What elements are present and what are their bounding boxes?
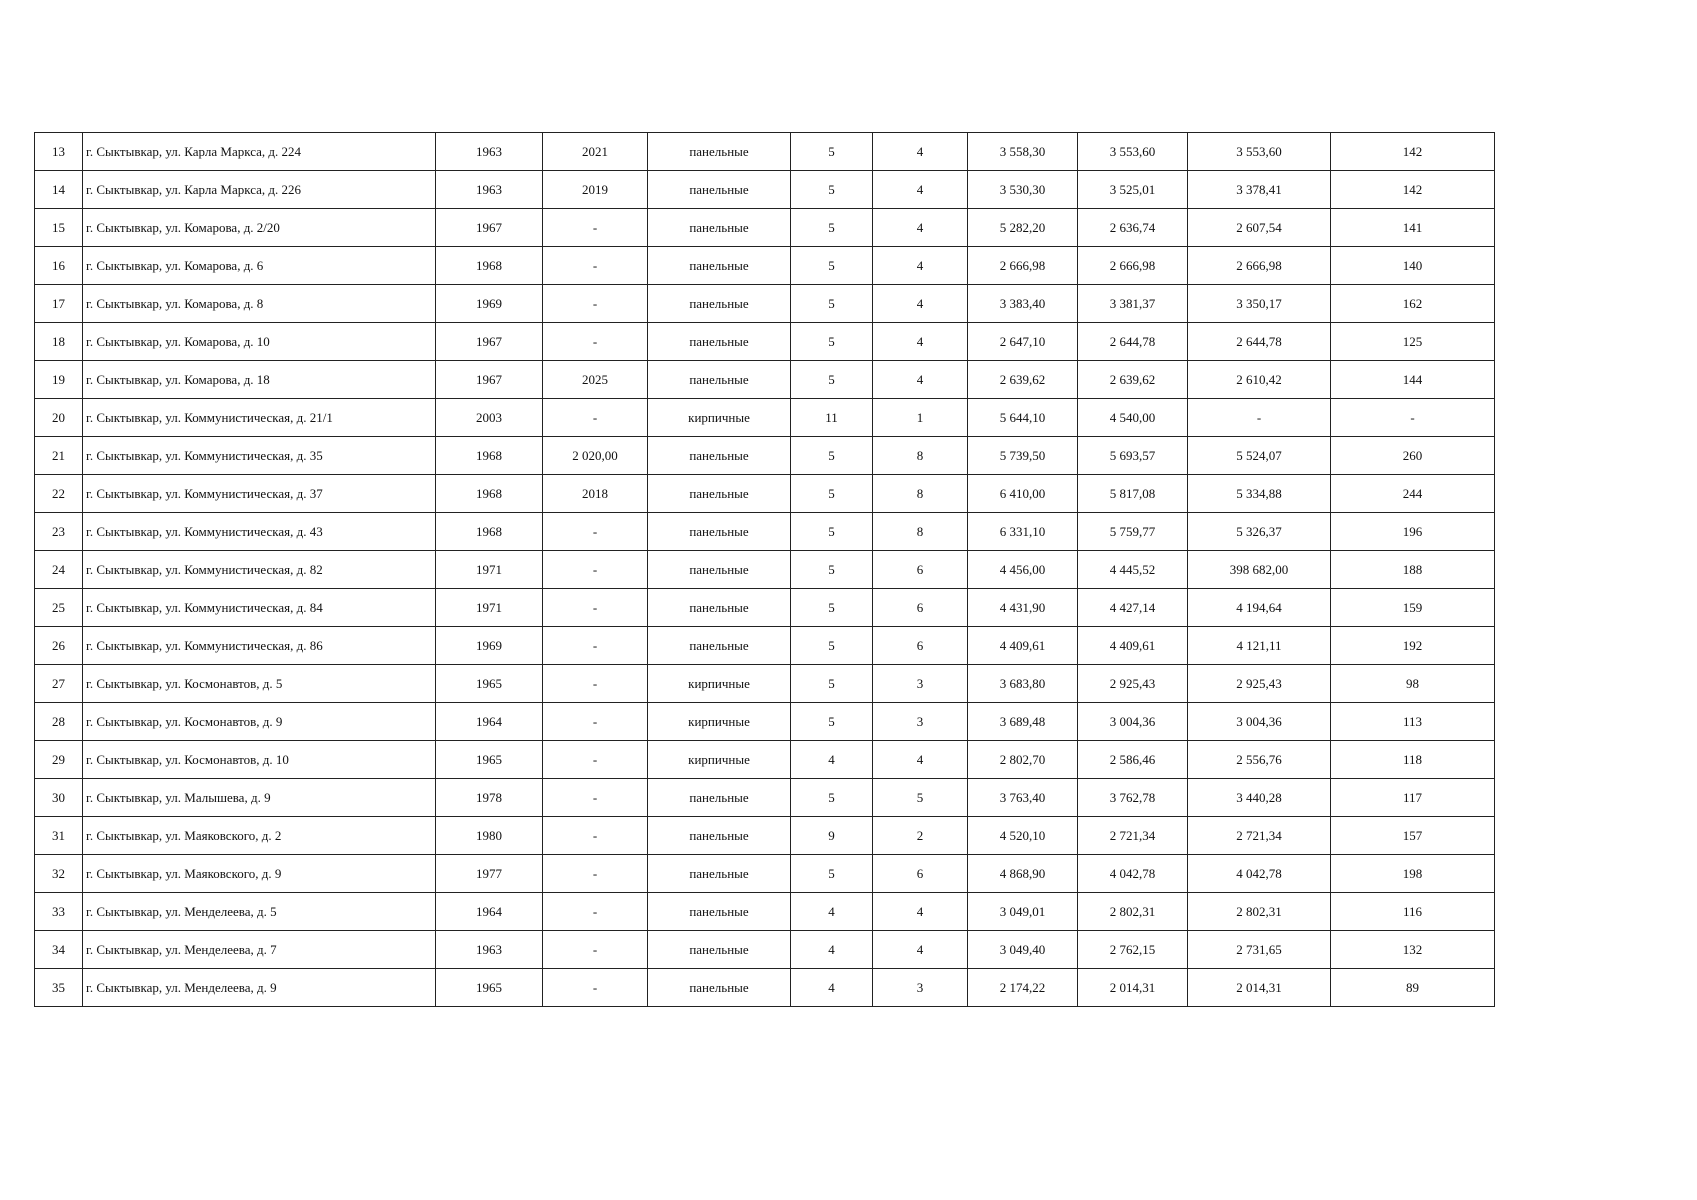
- cell-repair-year: 2025: [543, 361, 648, 399]
- cell-wall-material: панельные: [648, 817, 791, 855]
- cell-residents: 142: [1331, 171, 1495, 209]
- cell-row-number: 26: [35, 627, 83, 665]
- cell-total-area: 3 530,30: [968, 171, 1078, 209]
- cell-total-area: 3 689,48: [968, 703, 1078, 741]
- table-row: [35, 247, 1495, 285]
- cell-row-number: 28: [35, 703, 83, 741]
- cell-residents: 198: [1331, 855, 1495, 893]
- cell-entrances: 8: [873, 475, 968, 513]
- cell-year-built: 1967: [436, 361, 543, 399]
- cell-address: г. Сыктывкар, ул. Комарова, д. 10: [83, 323, 436, 361]
- cell-wall-material: панельные: [648, 855, 791, 893]
- cell-living-area: 4 540,00: [1078, 399, 1188, 437]
- cell-residential-area: 3 553,60: [1188, 133, 1331, 171]
- cell-residential-area: 2 802,31: [1188, 893, 1331, 931]
- cell-row-number: 13: [35, 133, 83, 171]
- cell-residential-area: 3 350,17: [1188, 285, 1331, 323]
- cell-row-number: 17: [35, 285, 83, 323]
- cell-repair-year: -: [543, 551, 648, 589]
- cell-floors: 4: [791, 969, 873, 1007]
- cell-entrances: 8: [873, 437, 968, 475]
- cell-total-area: 4 520,10: [968, 817, 1078, 855]
- cell-residents: 192: [1331, 627, 1495, 665]
- cell-repair-year: -: [543, 741, 648, 779]
- cell-wall-material: панельные: [648, 133, 791, 171]
- cell-address: г. Сыктывкар, ул. Коммунистическая, д. 35: [83, 437, 436, 475]
- cell-residential-area: 3 378,41: [1188, 171, 1331, 209]
- cell-year-built: 1964: [436, 703, 543, 741]
- cell-year-built: 1977: [436, 855, 543, 893]
- cell-wall-material: панельные: [648, 779, 791, 817]
- cell-address: г. Сыктывкар, ул. Комарова, д. 6: [83, 247, 436, 285]
- cell-floors: 5: [791, 361, 873, 399]
- cell-living-area: 3 762,78: [1078, 779, 1188, 817]
- cell-repair-year: -: [543, 703, 648, 741]
- cell-entrances: 4: [873, 741, 968, 779]
- cell-floors: 5: [791, 133, 873, 171]
- cell-wall-material: панельные: [648, 171, 791, 209]
- cell-floors: 5: [791, 513, 873, 551]
- cell-address: г. Сыктывкар, ул. Коммунистическая, д. 82: [83, 551, 436, 589]
- table-row: [35, 969, 1495, 1007]
- cell-year-built: 1963: [436, 931, 543, 969]
- cell-year-built: 1968: [436, 475, 543, 513]
- cell-repair-year: -: [543, 589, 648, 627]
- cell-year-built: 1968: [436, 247, 543, 285]
- cell-living-area: 4 409,61: [1078, 627, 1188, 665]
- cell-total-area: 3 763,40: [968, 779, 1078, 817]
- cell-year-built: 1968: [436, 437, 543, 475]
- cell-residents: 125: [1331, 323, 1495, 361]
- cell-floors: 5: [791, 855, 873, 893]
- cell-address: г. Сыктывкар, ул. Коммунистическая, д. 84: [83, 589, 436, 627]
- cell-entrances: 5: [873, 779, 968, 817]
- cell-address: г. Сыктывкар, ул. Коммунистическая, д. 43: [83, 513, 436, 551]
- cell-residential-area: 5 524,07: [1188, 437, 1331, 475]
- table-row: [35, 893, 1495, 931]
- cell-wall-material: панельные: [648, 323, 791, 361]
- table-row: [35, 665, 1495, 703]
- cell-residential-area: 3 440,28: [1188, 779, 1331, 817]
- table-row: [35, 513, 1495, 551]
- cell-total-area: 2 802,70: [968, 741, 1078, 779]
- cell-wall-material: панельные: [648, 627, 791, 665]
- cell-residents: 98: [1331, 665, 1495, 703]
- cell-repair-year: -: [543, 285, 648, 323]
- cell-entrances: 4: [873, 133, 968, 171]
- cell-residential-area: 5 326,37: [1188, 513, 1331, 551]
- cell-floors: 5: [791, 475, 873, 513]
- cell-address: г. Сыктывкар, ул. Менделеева, д. 7: [83, 931, 436, 969]
- cell-address: г. Сыктывкар, ул. Коммунистическая, д. 37: [83, 475, 436, 513]
- cell-row-number: 34: [35, 931, 83, 969]
- cell-residents: 113: [1331, 703, 1495, 741]
- cell-repair-year: -: [543, 893, 648, 931]
- cell-floors: 5: [791, 589, 873, 627]
- cell-repair-year: 2018: [543, 475, 648, 513]
- cell-residents: 162: [1331, 285, 1495, 323]
- cell-row-number: 35: [35, 969, 83, 1007]
- cell-entrances: 1: [873, 399, 968, 437]
- cell-floors: 4: [791, 893, 873, 931]
- cell-total-area: 3 049,40: [968, 931, 1078, 969]
- cell-residents: 117: [1331, 779, 1495, 817]
- cell-floors: 5: [791, 437, 873, 475]
- cell-total-area: 2 174,22: [968, 969, 1078, 1007]
- cell-living-area: 5 759,77: [1078, 513, 1188, 551]
- cell-repair-year: -: [543, 817, 648, 855]
- cell-floors: 5: [791, 551, 873, 589]
- cell-floors: 5: [791, 627, 873, 665]
- cell-floors: 5: [791, 665, 873, 703]
- table-row: [35, 589, 1495, 627]
- cell-address: г. Сыктывкар, ул. Маяковского, д. 2: [83, 817, 436, 855]
- cell-row-number: 16: [35, 247, 83, 285]
- cell-living-area: 4 427,14: [1078, 589, 1188, 627]
- cell-residents: 132: [1331, 931, 1495, 969]
- table-row: [35, 133, 1495, 171]
- cell-year-built: 1969: [436, 627, 543, 665]
- cell-repair-year: -: [543, 399, 648, 437]
- cell-floors: 5: [791, 323, 873, 361]
- cell-total-area: 6 331,10: [968, 513, 1078, 551]
- table-row: [35, 171, 1495, 209]
- cell-living-area: 3 525,01: [1078, 171, 1188, 209]
- cell-living-area: 2 721,34: [1078, 817, 1188, 855]
- cell-living-area: 4 445,52: [1078, 551, 1188, 589]
- cell-address: г. Сыктывкар, ул. Космонавтов, д. 9: [83, 703, 436, 741]
- cell-wall-material: кирпичные: [648, 741, 791, 779]
- cell-residential-area: 2 644,78: [1188, 323, 1331, 361]
- cell-living-area: 5 817,08: [1078, 475, 1188, 513]
- cell-repair-year: -: [543, 779, 648, 817]
- cell-residents: 141: [1331, 209, 1495, 247]
- cell-address: г. Сыктывкар, ул. Малышева, д. 9: [83, 779, 436, 817]
- cell-living-area: 2 639,62: [1078, 361, 1188, 399]
- cell-residential-area: -: [1188, 399, 1331, 437]
- cell-wall-material: панельные: [648, 589, 791, 627]
- cell-repair-year: -: [543, 855, 648, 893]
- cell-year-built: 1971: [436, 551, 543, 589]
- cell-living-area: 2 762,15: [1078, 931, 1188, 969]
- cell-residential-area: 2 666,98: [1188, 247, 1331, 285]
- cell-address: г. Сыктывкар, ул. Космонавтов, д. 5: [83, 665, 436, 703]
- cell-row-number: 32: [35, 855, 83, 893]
- cell-entrances: 4: [873, 931, 968, 969]
- cell-repair-year: -: [543, 323, 648, 361]
- cell-row-number: 30: [35, 779, 83, 817]
- cell-wall-material: панельные: [648, 437, 791, 475]
- cell-row-number: 21: [35, 437, 83, 475]
- cell-year-built: 1967: [436, 323, 543, 361]
- cell-row-number: 24: [35, 551, 83, 589]
- cell-address: г. Сыктывкар, ул. Комарова, д. 2/20: [83, 209, 436, 247]
- cell-entrances: 3: [873, 665, 968, 703]
- cell-residents: 144: [1331, 361, 1495, 399]
- cell-year-built: 1963: [436, 171, 543, 209]
- cell-residents: 260: [1331, 437, 1495, 475]
- cell-year-built: 1967: [436, 209, 543, 247]
- cell-row-number: 33: [35, 893, 83, 931]
- cell-residents: 159: [1331, 589, 1495, 627]
- cell-living-area: 2 925,43: [1078, 665, 1188, 703]
- cell-living-area: 2 586,46: [1078, 741, 1188, 779]
- cell-row-number: 29: [35, 741, 83, 779]
- cell-total-area: 2 647,10: [968, 323, 1078, 361]
- cell-living-area: 3 553,60: [1078, 133, 1188, 171]
- cell-address: г. Сыктывкар, ул. Карла Маркса, д. 224: [83, 133, 436, 171]
- cell-row-number: 25: [35, 589, 83, 627]
- cell-repair-year: -: [543, 209, 648, 247]
- cell-total-area: 3 383,40: [968, 285, 1078, 323]
- cell-year-built: 1971: [436, 589, 543, 627]
- cell-repair-year: -: [543, 969, 648, 1007]
- cell-entrances: 8: [873, 513, 968, 551]
- cell-residential-area: 3 004,36: [1188, 703, 1331, 741]
- cell-residents: 140: [1331, 247, 1495, 285]
- cell-wall-material: панельные: [648, 209, 791, 247]
- cell-residential-area: 2 607,54: [1188, 209, 1331, 247]
- cell-entrances: 4: [873, 285, 968, 323]
- cell-residential-area: 398 682,00: [1188, 551, 1331, 589]
- cell-floors: 5: [791, 171, 873, 209]
- cell-address: г. Сыктывкар, ул. Маяковского, д. 9: [83, 855, 436, 893]
- cell-total-area: 3 683,80: [968, 665, 1078, 703]
- cell-total-area: 4 409,61: [968, 627, 1078, 665]
- cell-row-number: 23: [35, 513, 83, 551]
- cell-residential-area: 2 721,34: [1188, 817, 1331, 855]
- cell-wall-material: панельные: [648, 475, 791, 513]
- cell-residential-area: 5 334,88: [1188, 475, 1331, 513]
- cell-living-area: 2 644,78: [1078, 323, 1188, 361]
- cell-total-area: 2 666,98: [968, 247, 1078, 285]
- table-row: [35, 855, 1495, 893]
- cell-entrances: 4: [873, 893, 968, 931]
- cell-residential-area: 2 014,31: [1188, 969, 1331, 1007]
- cell-residential-area: 2 610,42: [1188, 361, 1331, 399]
- cell-year-built: 1969: [436, 285, 543, 323]
- cell-entrances: 4: [873, 361, 968, 399]
- cell-total-area: 5 644,10: [968, 399, 1078, 437]
- cell-residential-area: 4 042,78: [1188, 855, 1331, 893]
- cell-address: г. Сыктывкар, ул. Коммунистическая, д. 21/1: [83, 399, 436, 437]
- cell-floors: 5: [791, 703, 873, 741]
- table-row: [35, 437, 1495, 475]
- cell-wall-material: кирпичные: [648, 703, 791, 741]
- table-row: [35, 931, 1495, 969]
- cell-entrances: 4: [873, 247, 968, 285]
- cell-total-area: 3 558,30: [968, 133, 1078, 171]
- cell-address: г. Сыктывкар, ул. Космонавтов, д. 10: [83, 741, 436, 779]
- cell-wall-material: панельные: [648, 893, 791, 931]
- cell-wall-material: панельные: [648, 931, 791, 969]
- cell-repair-year: -: [543, 665, 648, 703]
- cell-total-area: 4 456,00: [968, 551, 1078, 589]
- cell-residents: 89: [1331, 969, 1495, 1007]
- cell-entrances: 6: [873, 589, 968, 627]
- cell-floors: 4: [791, 741, 873, 779]
- table-row: [35, 285, 1495, 323]
- cell-row-number: 14: [35, 171, 83, 209]
- cell-repair-year: -: [543, 247, 648, 285]
- cell-repair-year: -: [543, 931, 648, 969]
- cell-entrances: 2: [873, 817, 968, 855]
- cell-living-area: 4 042,78: [1078, 855, 1188, 893]
- cell-year-built: 1965: [436, 665, 543, 703]
- cell-floors: 9: [791, 817, 873, 855]
- cell-row-number: 31: [35, 817, 83, 855]
- cell-living-area: 3 004,36: [1078, 703, 1188, 741]
- housing-table: [34, 132, 1495, 1007]
- cell-residents: 196: [1331, 513, 1495, 551]
- cell-floors: 5: [791, 209, 873, 247]
- cell-entrances: 6: [873, 855, 968, 893]
- cell-floors: 5: [791, 285, 873, 323]
- cell-year-built: 1980: [436, 817, 543, 855]
- cell-year-built: 1963: [436, 133, 543, 171]
- table-row: [35, 361, 1495, 399]
- cell-row-number: 19: [35, 361, 83, 399]
- cell-address: г. Сыктывкар, ул. Карла Маркса, д. 226: [83, 171, 436, 209]
- cell-residential-area: 4 121,11: [1188, 627, 1331, 665]
- cell-living-area: 3 381,37: [1078, 285, 1188, 323]
- cell-repair-year: -: [543, 513, 648, 551]
- cell-wall-material: панельные: [648, 969, 791, 1007]
- table-row: [35, 703, 1495, 741]
- cell-living-area: 2 014,31: [1078, 969, 1188, 1007]
- table-row: [35, 551, 1495, 589]
- cell-residents: 142: [1331, 133, 1495, 171]
- cell-repair-year: -: [543, 627, 648, 665]
- cell-residential-area: 2 556,76: [1188, 741, 1331, 779]
- cell-residential-area: 2 925,43: [1188, 665, 1331, 703]
- cell-residents: 188: [1331, 551, 1495, 589]
- cell-living-area: 5 693,57: [1078, 437, 1188, 475]
- cell-total-area: 4 431,90: [968, 589, 1078, 627]
- cell-residents: 244: [1331, 475, 1495, 513]
- cell-address: г. Сыктывкар, ул. Коммунистическая, д. 86: [83, 627, 436, 665]
- cell-wall-material: панельные: [648, 361, 791, 399]
- cell-floors: 5: [791, 779, 873, 817]
- cell-total-area: 6 410,00: [968, 475, 1078, 513]
- cell-total-area: 5 282,20: [968, 209, 1078, 247]
- cell-year-built: 1968: [436, 513, 543, 551]
- cell-year-built: 1965: [436, 969, 543, 1007]
- cell-year-built: 1965: [436, 741, 543, 779]
- cell-address: г. Сыктывкар, ул. Менделеева, д. 9: [83, 969, 436, 1007]
- cell-total-area: 2 639,62: [968, 361, 1078, 399]
- cell-wall-material: кирпичные: [648, 399, 791, 437]
- cell-row-number: 27: [35, 665, 83, 703]
- table-row: [35, 741, 1495, 779]
- cell-row-number: 22: [35, 475, 83, 513]
- cell-wall-material: панельные: [648, 285, 791, 323]
- document-sheet: [34, 132, 1494, 1007]
- cell-living-area: 2 666,98: [1078, 247, 1188, 285]
- cell-address: г. Сыктывкар, ул. Комарова, д. 8: [83, 285, 436, 323]
- cell-repair-year: 2019: [543, 171, 648, 209]
- table-row: [35, 627, 1495, 665]
- cell-year-built: 2003: [436, 399, 543, 437]
- cell-year-built: 1964: [436, 893, 543, 931]
- cell-living-area: 2 636,74: [1078, 209, 1188, 247]
- cell-total-area: 4 868,90: [968, 855, 1078, 893]
- cell-row-number: 15: [35, 209, 83, 247]
- cell-entrances: 6: [873, 551, 968, 589]
- cell-residents: 157: [1331, 817, 1495, 855]
- cell-entrances: 4: [873, 171, 968, 209]
- cell-floors: 4: [791, 931, 873, 969]
- cell-floors: 11: [791, 399, 873, 437]
- cell-residents: -: [1331, 399, 1495, 437]
- cell-address: г. Сыктывкар, ул. Менделеева, д. 5: [83, 893, 436, 931]
- cell-total-area: 5 739,50: [968, 437, 1078, 475]
- cell-wall-material: панельные: [648, 247, 791, 285]
- cell-wall-material: панельные: [648, 551, 791, 589]
- cell-residents: 116: [1331, 893, 1495, 931]
- cell-entrances: 6: [873, 627, 968, 665]
- table-row: [35, 817, 1495, 855]
- table-row: [35, 323, 1495, 361]
- cell-entrances: 3: [873, 703, 968, 741]
- cell-entrances: 4: [873, 323, 968, 361]
- table-row: [35, 399, 1495, 437]
- table-body: [35, 133, 1495, 1007]
- cell-entrances: 3: [873, 969, 968, 1007]
- cell-floors: 5: [791, 247, 873, 285]
- cell-entrances: 4: [873, 209, 968, 247]
- table-row: [35, 209, 1495, 247]
- cell-living-area: 2 802,31: [1078, 893, 1188, 931]
- cell-year-built: 1978: [436, 779, 543, 817]
- cell-residential-area: 4 194,64: [1188, 589, 1331, 627]
- cell-residential-area: 2 731,65: [1188, 931, 1331, 969]
- cell-residents: 118: [1331, 741, 1495, 779]
- cell-wall-material: панельные: [648, 513, 791, 551]
- cell-total-area: 3 049,01: [968, 893, 1078, 931]
- table-row: [35, 779, 1495, 817]
- cell-address: г. Сыктывкар, ул. Комарова, д. 18: [83, 361, 436, 399]
- cell-wall-material: кирпичные: [648, 665, 791, 703]
- cell-repair-year: 2 020,00: [543, 437, 648, 475]
- cell-row-number: 18: [35, 323, 83, 361]
- cell-repair-year: 2021: [543, 133, 648, 171]
- table-row: [35, 475, 1495, 513]
- cell-row-number: 20: [35, 399, 83, 437]
